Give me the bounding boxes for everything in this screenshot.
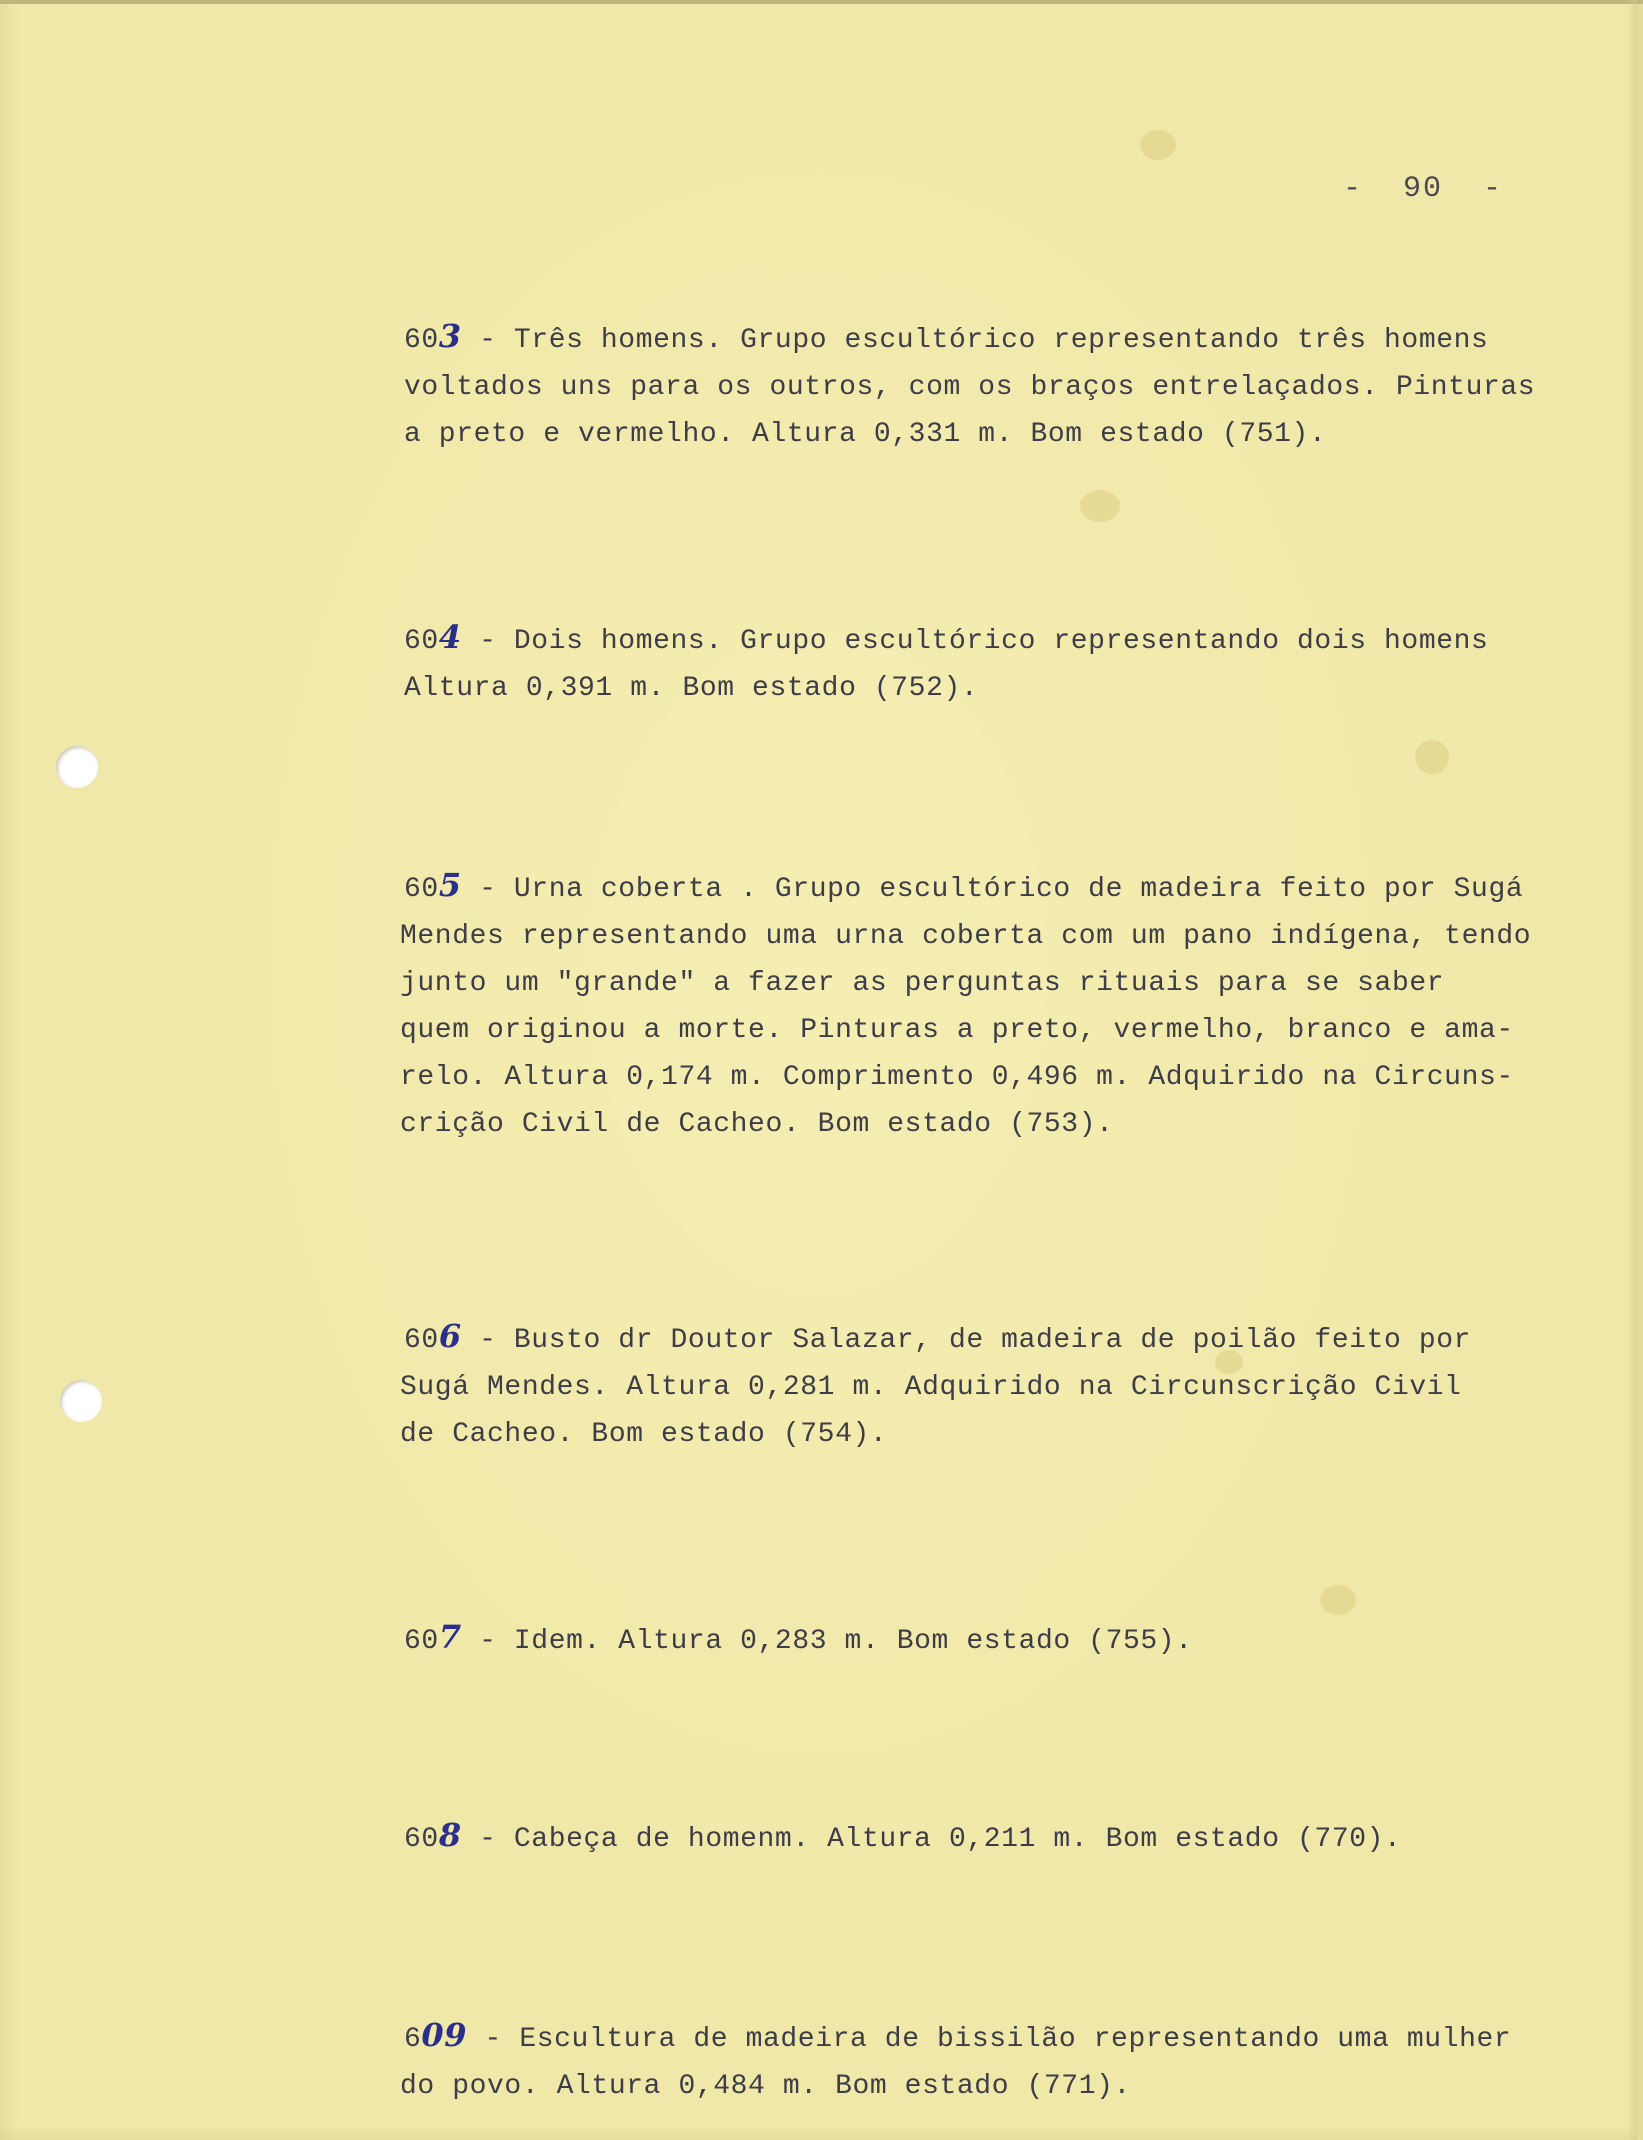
- catalog-entry: [400, 862, 1604, 1148]
- entry-line: de Cacheo. Bom estado (754).: [400, 1419, 888, 1450]
- entry-line: a preto e vermelho. Altura 0,331 m. Bom estado (751).: [404, 419, 1327, 450]
- entry-number-handwritten: 4: [438, 618, 462, 656]
- entry-line: [404, 1812, 1604, 1863]
- entry-number-handwritten: 7: [438, 1618, 462, 1656]
- entry-number-handwritten: 5: [438, 866, 462, 904]
- catalog-entry: [404, 1812, 1604, 1863]
- punch-hole: [56, 746, 98, 788]
- paper-stain: [1140, 130, 1176, 160]
- page-top-edge: [0, 0, 1643, 4]
- entry-line: do povo. Altura 0,484 m. Bom estado (771).: [400, 2071, 1131, 2102]
- entry-line: [404, 1313, 1604, 1364]
- entry-line: Altura 0,391 m. Bom estado (752).: [404, 673, 979, 704]
- paper-stain: [1080, 490, 1120, 522]
- entry-number-typed: 60: [404, 1626, 439, 1657]
- entry-line: quem originou a morte. Pinturas a preto, vermelho, branco e ama-: [400, 1015, 1514, 1046]
- entry-number-handwritten: 3: [438, 317, 462, 355]
- entry-text: - Três homens. Grupo escultórico representando três homens: [461, 325, 1489, 356]
- punch-hole: [60, 1380, 102, 1422]
- catalog-entry: [404, 614, 1604, 712]
- entry-line: relo. Altura 0,174 m. Comprimento 0,496 m. Adquirido na Circuns-: [400, 1062, 1514, 1093]
- entry-line: Mendes representando uma urna coberta com um pano indígena, tendo: [400, 921, 1532, 952]
- catalog-entry: [404, 313, 1604, 458]
- page-right-edge: [1627, 0, 1637, 2140]
- catalog-entry: [400, 1313, 1604, 1458]
- entry-number-typed: 6: [404, 2024, 422, 2055]
- entry-line: [404, 862, 1604, 913]
- entry-number-handwritten: 6: [438, 1317, 462, 1355]
- entry-number-handwritten: 09: [421, 2016, 468, 2054]
- entry-line: [404, 614, 1604, 665]
- page-number: - 90 -: [1343, 172, 1504, 206]
- paper-stain: [1415, 740, 1449, 774]
- entry-line: voltados uns para os outros, com os braços entrelaçados. Pinturas: [404, 372, 1536, 403]
- entry-text: - Escultura de madeira de bissilão representando uma mulher: [467, 2024, 1512, 2055]
- entry-number-handwritten: 8: [438, 1816, 462, 1854]
- entry-line: [404, 2012, 1604, 2063]
- entry-line: [404, 1614, 1604, 1665]
- entry-text: - Busto dr Doutor Salazar, de madeira de poilão feito por: [461, 1325, 1472, 1356]
- entry-text: - Cabeça de homenm. Altura 0,211 m. Bom estado (770).: [461, 1824, 1402, 1855]
- entry-line: crição Civil de Cacheo. Bom estado (753).: [400, 1109, 1114, 1140]
- entry-text: - Urna coberta . Grupo escultórico de madeira feito por Sugá: [461, 874, 1524, 905]
- entry-number-typed: 60: [404, 1325, 439, 1356]
- entry-number-typed: 60: [404, 325, 439, 356]
- catalog-entry: [404, 1614, 1604, 1665]
- paper-stain: [1320, 1585, 1356, 1615]
- entry-text: - Idem. Altura 0,283 m. Bom estado (755).: [461, 1626, 1193, 1657]
- entry-line: [404, 313, 1604, 364]
- entry-number-typed: 60: [404, 1824, 439, 1855]
- catalog-entry: [400, 2012, 1604, 2110]
- entry-line: junto um "grande" a fazer as perguntas rituais para se saber: [400, 968, 1445, 999]
- entry-number-typed: 60: [404, 874, 439, 905]
- entry-number-typed: 60: [404, 626, 439, 657]
- entry-line: Sugá Mendes. Altura 0,281 m. Adquirido na Circunscrição Civil: [400, 1372, 1462, 1403]
- entry-text: - Dois homens. Grupo escultórico representando dois homens: [461, 626, 1489, 657]
